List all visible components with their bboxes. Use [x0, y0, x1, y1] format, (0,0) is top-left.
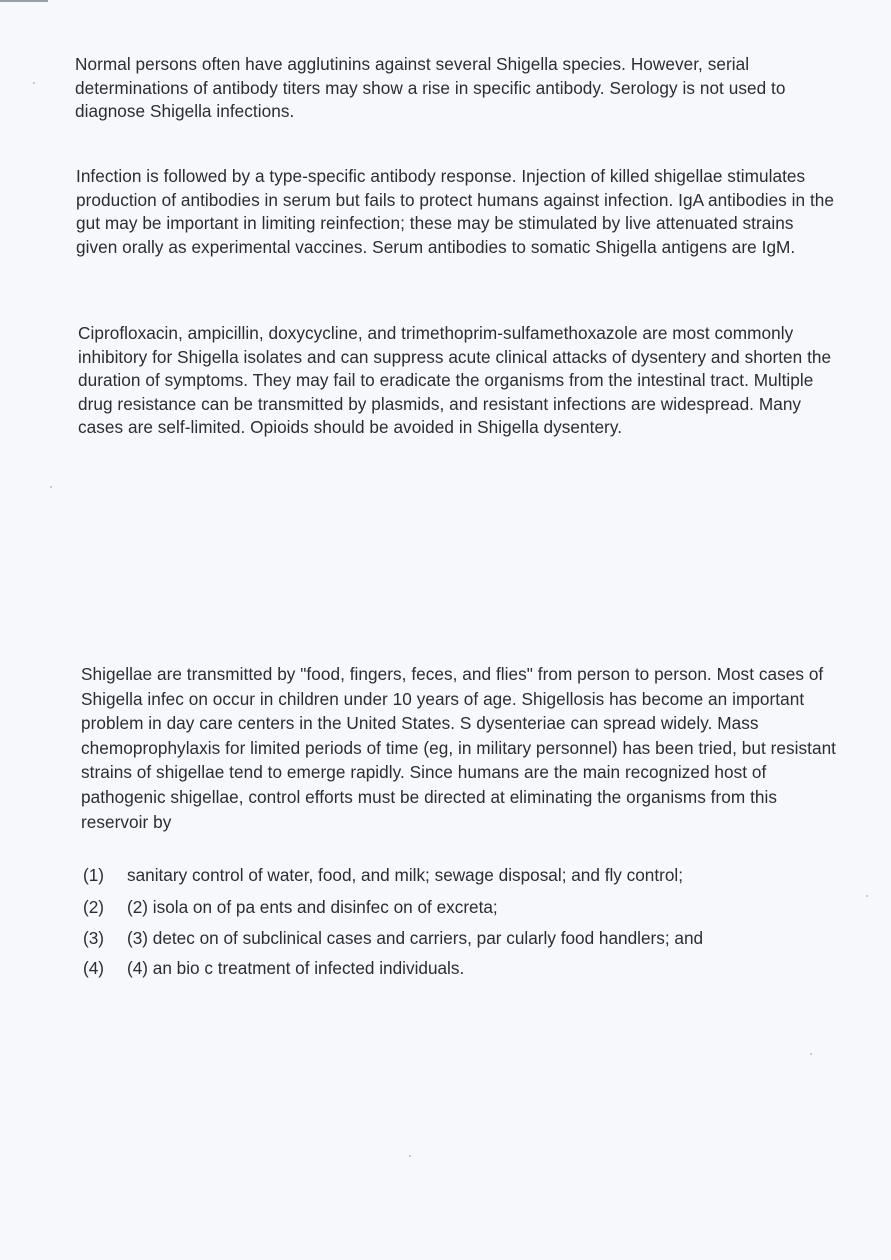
- paragraph-treatment: Ciprofloxacin, ampicillin, doxycycline, and trimethoprim-sulfamethoxazole are most commonly inhibitory for Shigella isolates and can suppress acute clinical attacks of dysentery and shorten the duration of symptoms. They may fail to eradicate the organisms from the intestinal tract. Multiple drug resistance can be transmitted by plasmids, and resistant infections are widespread. Many cases are self-limited. Opioids should be avoided in Shigella dysentery.: [78, 323, 832, 438]
- list-item: [83, 864, 823, 888]
- list-item: [83, 927, 823, 951]
- list-item: [83, 896, 823, 920]
- list-item-text: (4) an bio c treatment of infected individuals.: [127, 957, 465, 978]
- list-item-text: (3) detec on of subclinical cases and carriers, par cularly food handlers; and: [127, 928, 704, 949]
- scan-speck: [50, 486, 52, 488]
- paragraph-epidemiology: Shigellae are transmitted by "food, fingers, feces, and flies" from person to person. Most cases of Shigella infec on occur in children under 10 years of age. Shigellosis has become an important problem in day care centers in the United States. S dysenteriae can spread widely. Mass chemoprophylaxis for limited periods of time (eg, in military personnel) has been tried, but resistant strains of shigellae tend to emerge rapidly. Since humans are the main recognized host of pathogenic shigellae, control efforts must be directed at eliminating the organisms from this reservoir by: [81, 664, 837, 832]
- paragraph-immunity: Infection is followed by a type-specific antibody response. Injection of killed shigellae stimulates production of antibodies in serum but fails to protect humans against infection. IgA antibodies in the gut may be important in limiting reinfection; these may be stimulated by live attenuated strains given orally as experimental vaccines. Serum antibodies to somatic Shigella antigens are IgM.: [76, 166, 834, 257]
- list-item-number: (2): [83, 896, 105, 917]
- scan-edge-mark: [0, 0, 48, 2]
- scan-speck: [409, 1155, 411, 1157]
- list-item-number: (4): [83, 957, 105, 978]
- list-item-text: sanitary control of water, food, and milk; sewage disposal; and fly control;: [127, 865, 684, 885]
- paragraph-serology: Normal persons often have agglutinins against several Shigella species. However, serial determinations of antibody titers may show a rise in specific antibody. Serology is not used to diagnose Shigella infections.: [75, 54, 786, 122]
- scan-speck: [33, 82, 35, 84]
- scan-speck: [866, 895, 868, 897]
- list-item-number: (3): [83, 928, 105, 949]
- list-item-number: (1): [83, 865, 105, 885]
- list-item-text: (2) isola on of pa ents and disinfec on of excreta;: [127, 896, 498, 917]
- list-item: [83, 957, 823, 981]
- control-measures-list: [83, 864, 823, 988]
- scan-speck: [810, 1053, 812, 1055]
